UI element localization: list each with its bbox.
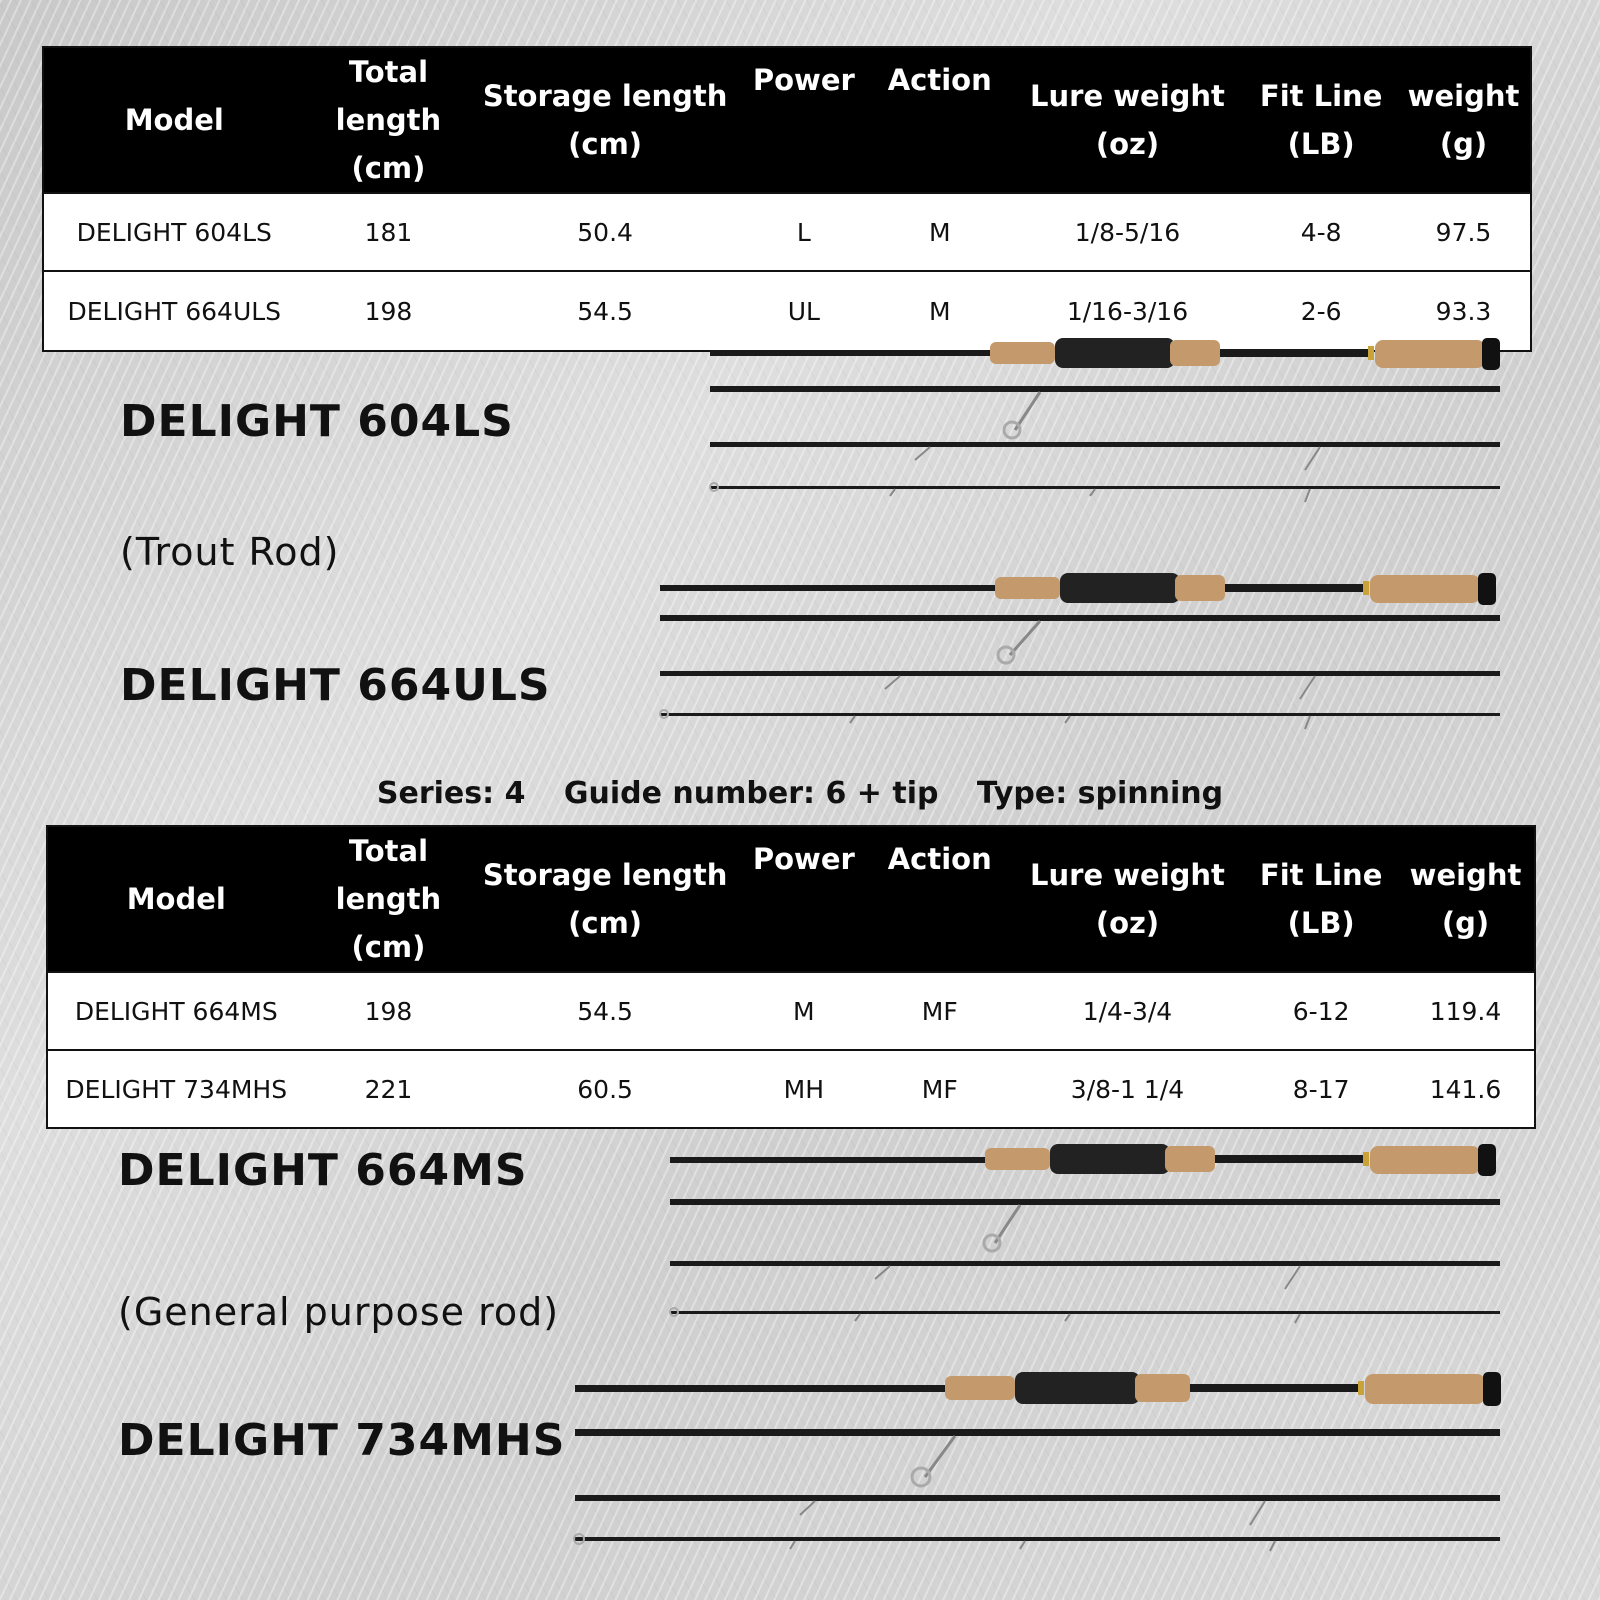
guide-number: Guide number: 6 + tip: [563, 776, 939, 811]
header-weight: weight (g): [1397, 47, 1531, 193]
rod-section-3: [710, 442, 1500, 470]
header-storage-length: Storage length (cm): [472, 47, 738, 193]
rod-section-3: [670, 1261, 1500, 1289]
subtitle-trout-rod: (Trout Rod): [120, 530, 340, 574]
cell-fit-line: 6-12: [1245, 972, 1397, 1050]
header-fit-line: Fit Line (LB): [1245, 47, 1397, 193]
header-weight: weight (g): [1397, 826, 1535, 972]
rod-butt-section: [710, 338, 1500, 370]
header-action: Action: [870, 47, 1010, 193]
cell-storage-length: 50.4: [472, 193, 738, 271]
cell-weight: 119.4: [1397, 972, 1535, 1050]
rod-section-2: [575, 1429, 1500, 1486]
rod-tip-section: [660, 710, 1500, 729]
cell-lure-weight: 3/8-1 1/4: [1010, 1050, 1246, 1128]
spec-table-1: [42, 46, 1532, 352]
table-row: [47, 972, 1535, 1050]
rod-section-3: [660, 671, 1500, 699]
cell-model: DELIGHT 664ULS: [43, 271, 305, 351]
cell-fit-line: 8-17: [1245, 1050, 1397, 1128]
rod-image-604ls: [700, 330, 1540, 520]
cell-storage-length: 60.5: [472, 1050, 738, 1128]
model-title-664uls: DELIGHT 664ULS: [120, 660, 551, 711]
cell-lure-weight: 1/16-3/16: [1010, 271, 1246, 351]
cell-weight: 97.5: [1397, 193, 1531, 271]
cell-action: M: [870, 271, 1010, 351]
model-title-664ms: DELIGHT 664MS: [118, 1145, 528, 1196]
cell-storage-length: 54.5: [472, 972, 738, 1050]
rod-butt-section: [670, 1144, 1496, 1176]
rod-butt-section: [660, 573, 1496, 605]
rod-image-664uls: [650, 565, 1540, 740]
cell-power: M: [738, 972, 870, 1050]
header-total-length: Total length (cm): [305, 826, 473, 972]
cell-total-length: 198: [305, 271, 473, 351]
cell-total-length: 221: [305, 1050, 473, 1128]
rod-section-2: [710, 386, 1500, 438]
series-count: Series: 4: [376, 776, 526, 811]
cell-model: DELIGHT 734MHS: [47, 1050, 305, 1128]
rod-tip-section: [574, 1534, 1500, 1551]
subtitle-general-purpose-rod: (General purpose rod): [118, 1290, 560, 1334]
rod-type: Type: spinning: [976, 776, 1224, 811]
header-fit-line: Fit Line (LB): [1245, 826, 1397, 972]
header-power: Power: [738, 826, 870, 972]
rod-image-664ms: [660, 1135, 1540, 1325]
cell-model: DELIGHT 604LS: [43, 193, 305, 271]
cell-total-length: 198: [305, 972, 473, 1050]
header-power: Power: [738, 47, 870, 193]
rod-section-3: [575, 1495, 1500, 1525]
model-title-604ls: DELIGHT 604LS: [120, 396, 514, 447]
header-lure-weight: Lure weight (oz): [1010, 47, 1246, 193]
table-header-row: [47, 826, 1535, 972]
cell-fit-line: 2-6: [1245, 271, 1397, 351]
rod-tip-section: [670, 1308, 1500, 1323]
spec-table-2: [46, 825, 1536, 1129]
model-title-734mhs: DELIGHT 734MHS: [118, 1415, 566, 1466]
cell-fit-line: 4-8: [1245, 193, 1397, 271]
table-row: [43, 193, 1531, 271]
cell-total-length: 181: [305, 193, 473, 271]
cell-weight: 93.3: [1397, 271, 1531, 351]
header-model: Model: [47, 826, 305, 972]
cell-action: MF: [870, 1050, 1010, 1128]
cell-lure-weight: 1/8-5/16: [1010, 193, 1246, 271]
cell-power: MH: [738, 1050, 870, 1128]
cell-weight: 141.6: [1397, 1050, 1535, 1128]
table-header-row: [43, 47, 1531, 193]
header-action: Action: [870, 826, 1010, 972]
rod-section-2: [670, 1199, 1500, 1251]
cell-power: UL: [738, 271, 870, 351]
rod-butt-section: [575, 1372, 1501, 1406]
cell-power: L: [738, 193, 870, 271]
cell-storage-length: 54.5: [472, 271, 738, 351]
header-lure-weight: Lure weight (oz): [1010, 826, 1246, 972]
cell-action: M: [870, 193, 1010, 271]
header-model: Model: [43, 47, 305, 193]
cell-action: MF: [870, 972, 1010, 1050]
header-total-length: Total length (cm): [305, 47, 473, 193]
cell-model: DELIGHT 664MS: [47, 972, 305, 1050]
rod-section-2: [660, 615, 1500, 663]
rod-tip-section: [710, 483, 1500, 502]
series-info: [0, 776, 1600, 811]
table-row: [47, 1050, 1535, 1128]
rod-image-734mhs: [565, 1365, 1540, 1555]
header-storage-length: Storage length (cm): [472, 826, 738, 972]
cell-lure-weight: 1/4-3/4: [1010, 972, 1246, 1050]
